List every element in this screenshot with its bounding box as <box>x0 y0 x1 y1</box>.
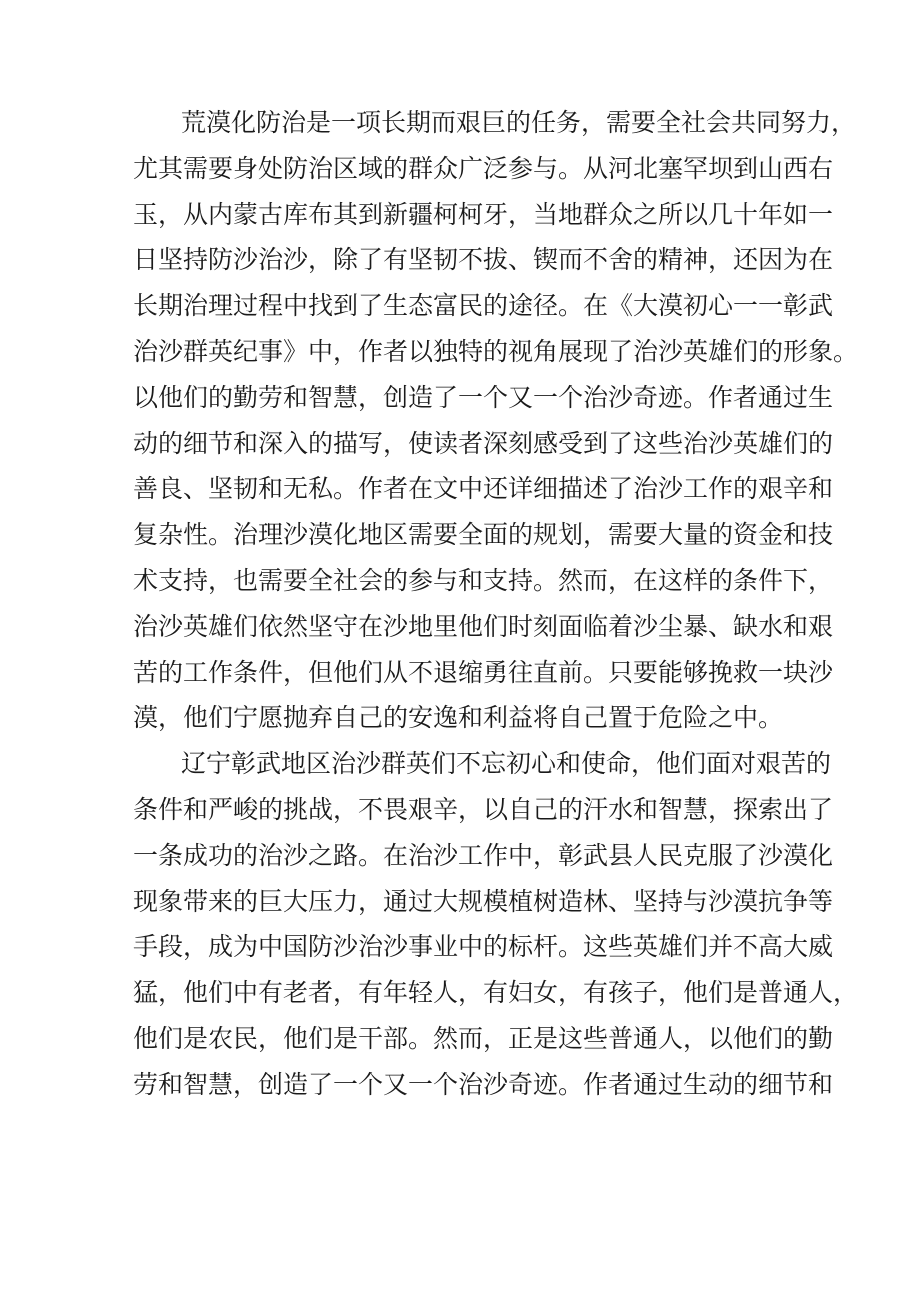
text-line: 长期治理过程中找到了生态富民的途径。在《大漠初心一一彰武 <box>133 291 834 321</box>
text-line: 动的细节和深入的描写，使读者深刻感受到了这些治沙英雄们的 <box>133 428 834 458</box>
text-line: 一条成功的治沙之路。在治沙工作中，彰武县人民克服了沙漠化 <box>133 840 834 870</box>
text-line: 漠，他们宁愿抛弃自己的安逸和利益将自己置于危险之中。 <box>133 703 784 733</box>
text-line: 以他们的勤劳和智慧，创造了一个又一个治沙奇迹。作者通过生 <box>133 382 834 412</box>
text-line: 日坚持防沙治沙，除了有坚韧不拔、锲而不舍的精神，还因为在 <box>133 245 834 275</box>
text-line: 术支持，也需要全社会的参与和支持。然而，在这样的条件下， <box>133 565 834 595</box>
text-line: 手段，成为中国防沙治沙事业中的标杆。这些英雄们并不高大威 <box>133 932 834 962</box>
text-line: 复杂性。治理沙漠化地区需要全面的规划，需要大量的资金和技 <box>133 520 834 550</box>
text-line: 劳和智慧，创造了一个又一个治沙奇迹。作者通过生动的细节和 <box>133 1069 834 1099</box>
text-line: 辽宁彰武地区治沙群英们不忘初心和使命，他们面对艰苦的 <box>181 749 832 779</box>
paragraph-2 <box>133 741 859 1107</box>
text-line: 条件和严峻的挑战，不畏艰辛，以自己的汗水和智慧，探索出了 <box>133 794 834 824</box>
text-line: 他们是农民，他们是干部。然而，正是这些普通人，以他们的勤 <box>133 1023 834 1053</box>
text-line: 苦的工作条件，但他们从不退缩勇往直前。只要能够挽救一块沙 <box>133 657 834 687</box>
paragraph-1 <box>133 100 859 741</box>
text-line: 尤其需要身处防治区域的群众广泛参与。从河北塞罕坝到山西右 <box>133 153 834 183</box>
text-line: 荒漠化防治是一项长期而艰巨的任务，需要全社会共同努力， <box>181 108 857 137</box>
text-line: 治沙英雄们依然坚守在沙地里他们时刻面临着沙尘暴、缺水和艰 <box>133 611 834 641</box>
text-line: 善良、坚韧和无私。作者在文中还详细描述了治沙工作的艰辛和 <box>133 474 834 504</box>
text-line: 猛，他们中有老者，有年轻人，有妇女，有孩子，他们是普通人， <box>133 978 859 1008</box>
text-line: 玉，从内蒙古库布其到新疆柯柯牙，当地群众之所以几十年如一 <box>133 199 834 229</box>
body-text <box>133 100 859 1108</box>
text-line: 治沙群英纪事》中，作者以独特的视角展现了治沙英雄们的形象。 <box>133 336 859 366</box>
text-line: 现象带来的巨大压力，通过大规模植树造林、坚持与沙漠抗争等 <box>133 886 834 916</box>
